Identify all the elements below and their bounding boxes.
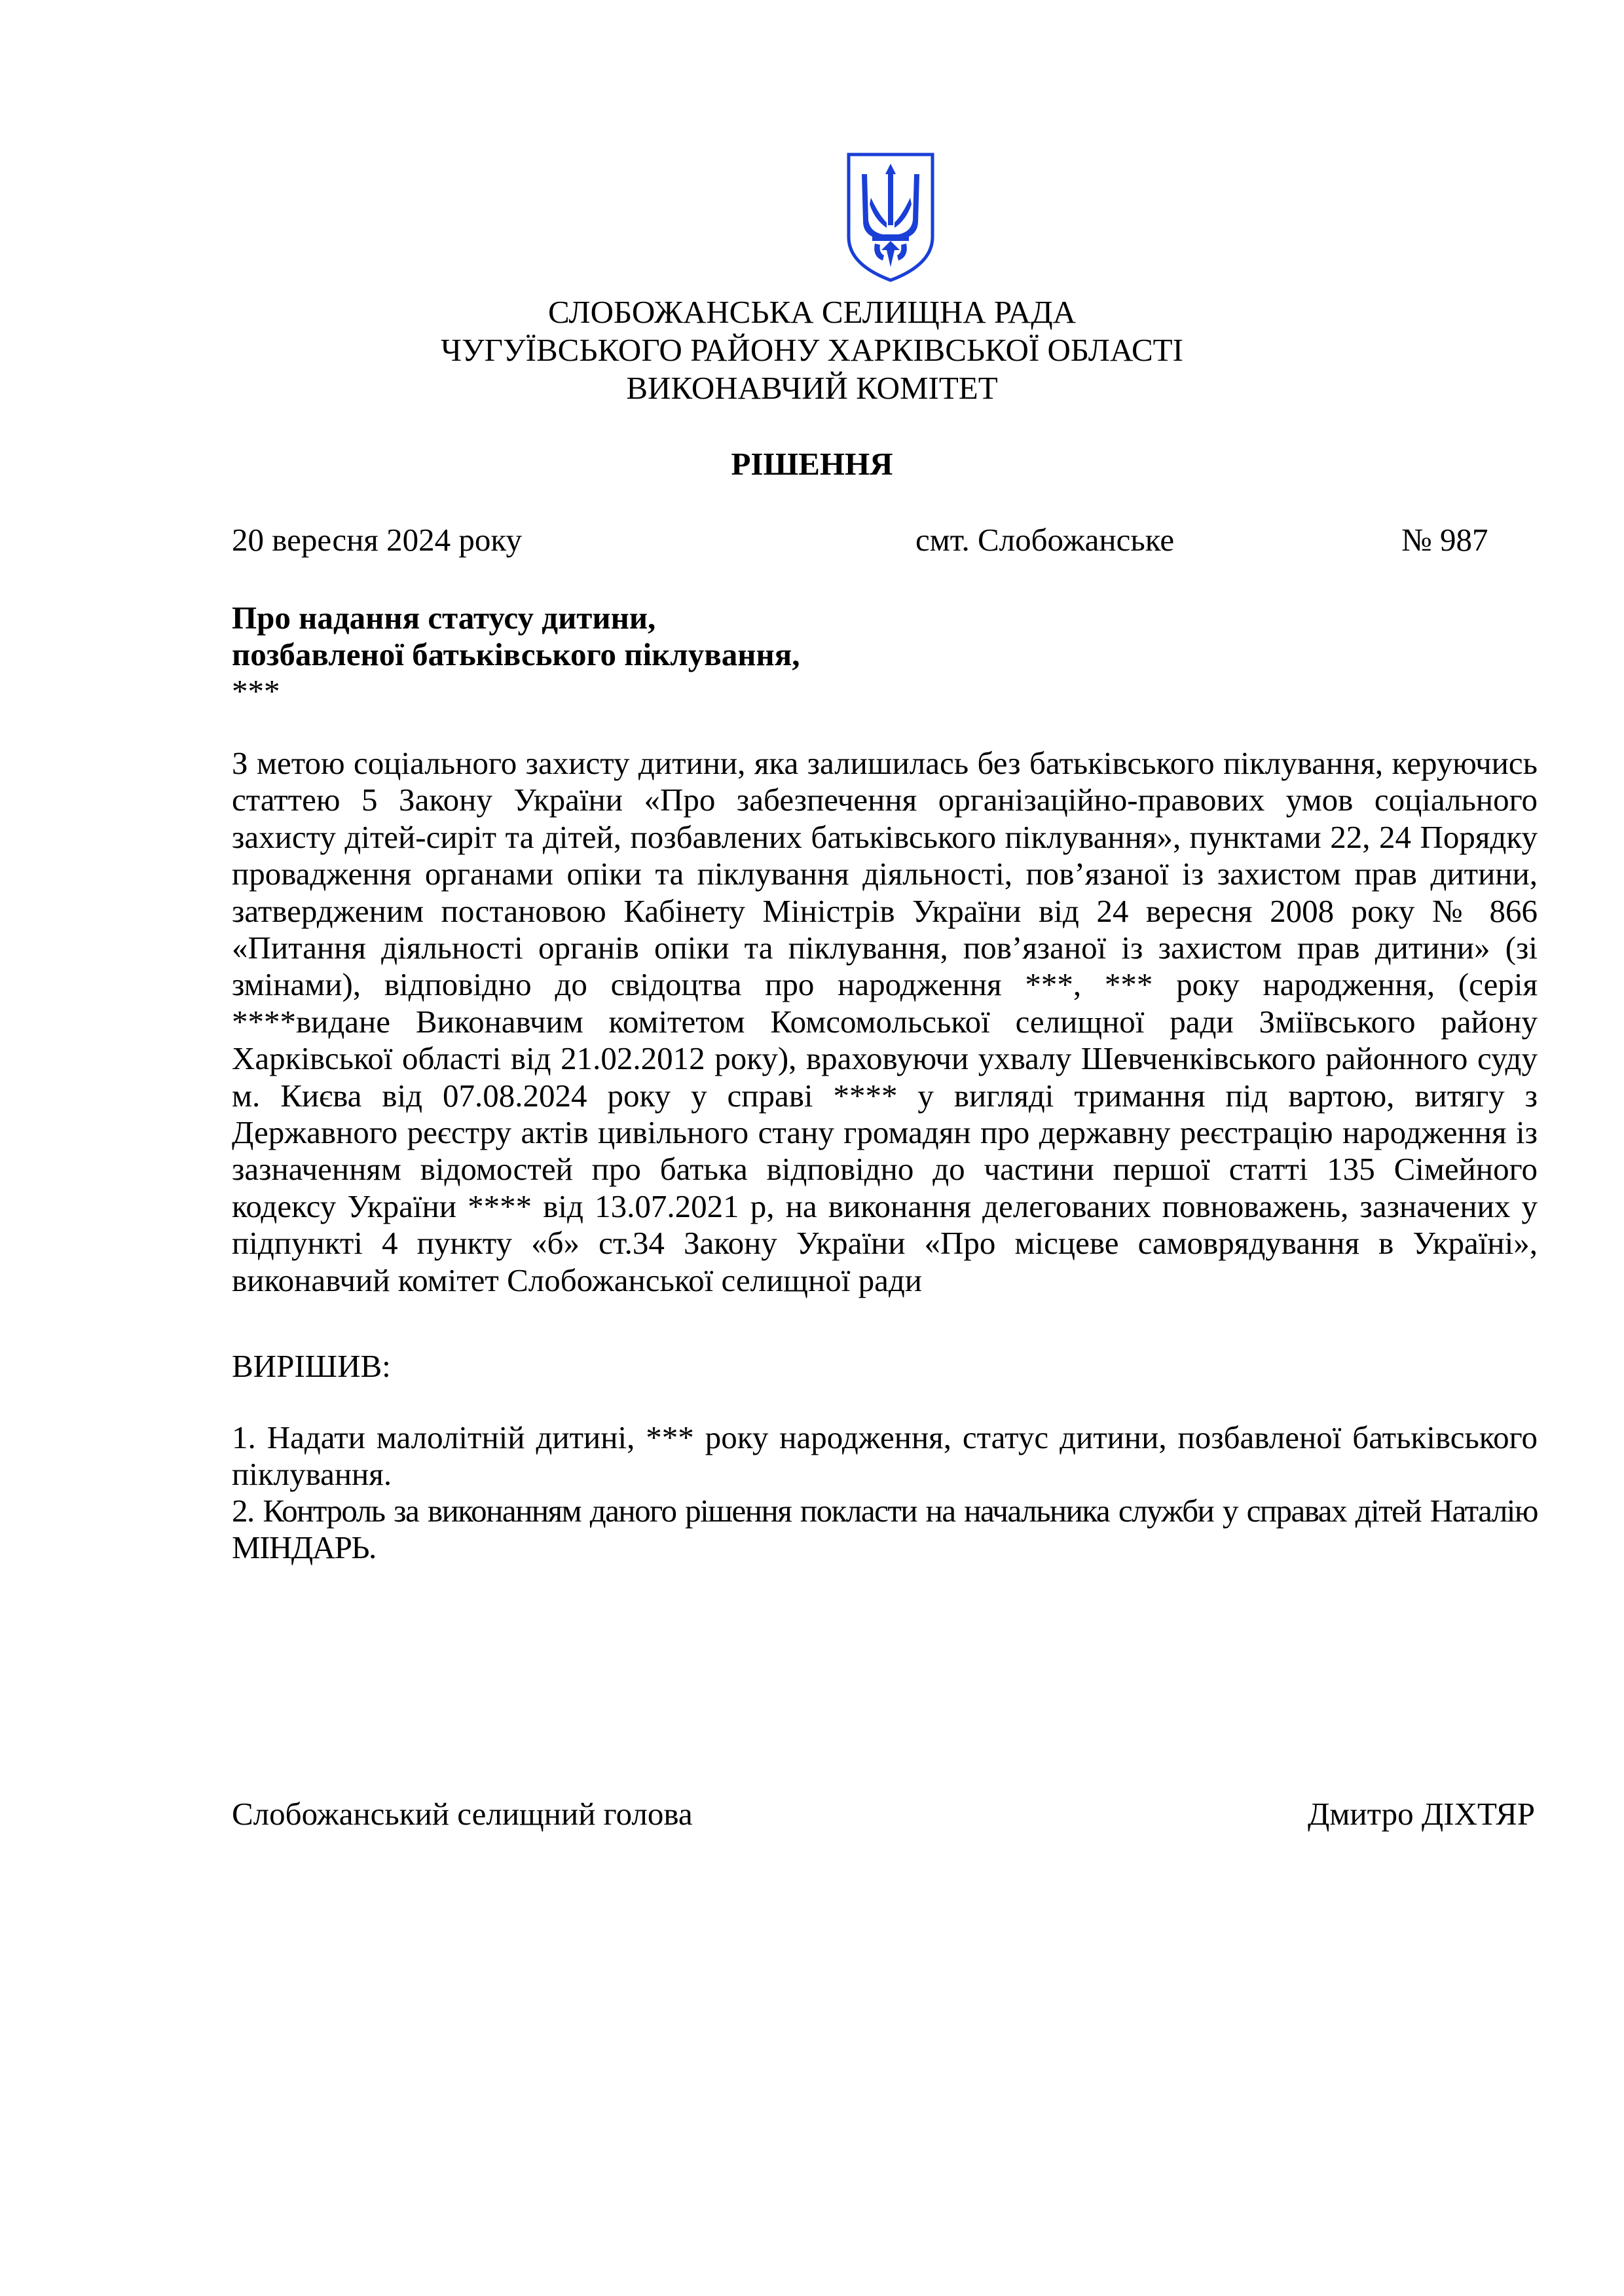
subject-redacted-name: *** bbox=[232, 673, 280, 709]
signatory-title: Слобожанський селищний голова bbox=[232, 1796, 693, 1832]
decision-place: смт. Слобожанське bbox=[915, 522, 1175, 558]
decision-number: № 987 bbox=[1401, 522, 1488, 558]
ukraine-trident-coat-of-arms-icon bbox=[845, 152, 936, 283]
subject-line: позбавленої батьківського піклування, bbox=[232, 636, 800, 672]
preamble-paragraph: З метою соціального захисту дитини, яка залишилась без батьківського піклування, керуючись статтею 5 Закону України «Про забезпечення організаційно-правових умов соціального захисту дітей-сиріт та дітей, позбавлених батьківського піклування», пунктами 22, 24 Порядку провадження органами опіки та піклування діяльності, пов’язаної із захистом прав дитини, затвердженим постановою Кабінету Міністрів України від 24 вересня 2008 року № 866 «Питання діяльності органів опіки та піклування, пов’язаної із захистом прав дитини» (зі змінами), відповідно до свідоцтва про народження ***, *** року народження, (серія ****видане Виконавчим комітетом Комсомольської селищної ради Зміївського району Харківської області від 21.02.2012 року), враховуючи ухвалу Шевченківського районного суду м. Києва від 07.08.2024 року у справі **** у вигляді тримання під вартою, витягу з Державного реєстру актів цивільного стану громадян про державну реєстрацію народження із зазначенням відомостей про батька відповідно до частини першої статті 135 Сімейного кодексу України **** від 13.07.2021 р, на виконання делегованих повноважень, зазначених у підпункті 4 пункту «б» ст.34 Закону України «Про місцеве самоврядування в Україні», виконавчий комітет Слобожанської селищної ради bbox=[232, 745, 1538, 1298]
signatory-name: Дмитро ДІХТЯР bbox=[1307, 1796, 1535, 1832]
resolution-item: 2. Контроль за виконанням даного рішення покласти на начальника служби у справах дітей Наталію МІНДАРЬ. bbox=[232, 1493, 1538, 1565]
org-name: СЛОБОЖАНСЬКА СЕЛИЩНА РАДА bbox=[547, 294, 1077, 330]
decision-date: 20 вересня 2024 року bbox=[232, 522, 522, 558]
subject-line: Про надання статусу дитини, bbox=[232, 600, 656, 636]
org-executive-committee: ВИКОНАВЧИЙ КОМІТЕТ bbox=[626, 370, 998, 406]
resolution-items bbox=[232, 1419, 1538, 1566]
document-type-heading: РІШЕННЯ bbox=[731, 446, 893, 482]
organization-header bbox=[0, 293, 1624, 407]
resolved-label: ВИРІШИВ: bbox=[232, 1348, 391, 1384]
decision-subject bbox=[232, 600, 1345, 710]
org-district: ЧУГУЇВСЬКОГО РАЙОНУ ХАРКІВСЬКОЇ ОБЛАСТІ bbox=[441, 332, 1183, 368]
resolution-item: 1. Надати малолітній дитині, *** року народження, статус дитини, позбавленої батьківського піклування. bbox=[232, 1419, 1538, 1492]
